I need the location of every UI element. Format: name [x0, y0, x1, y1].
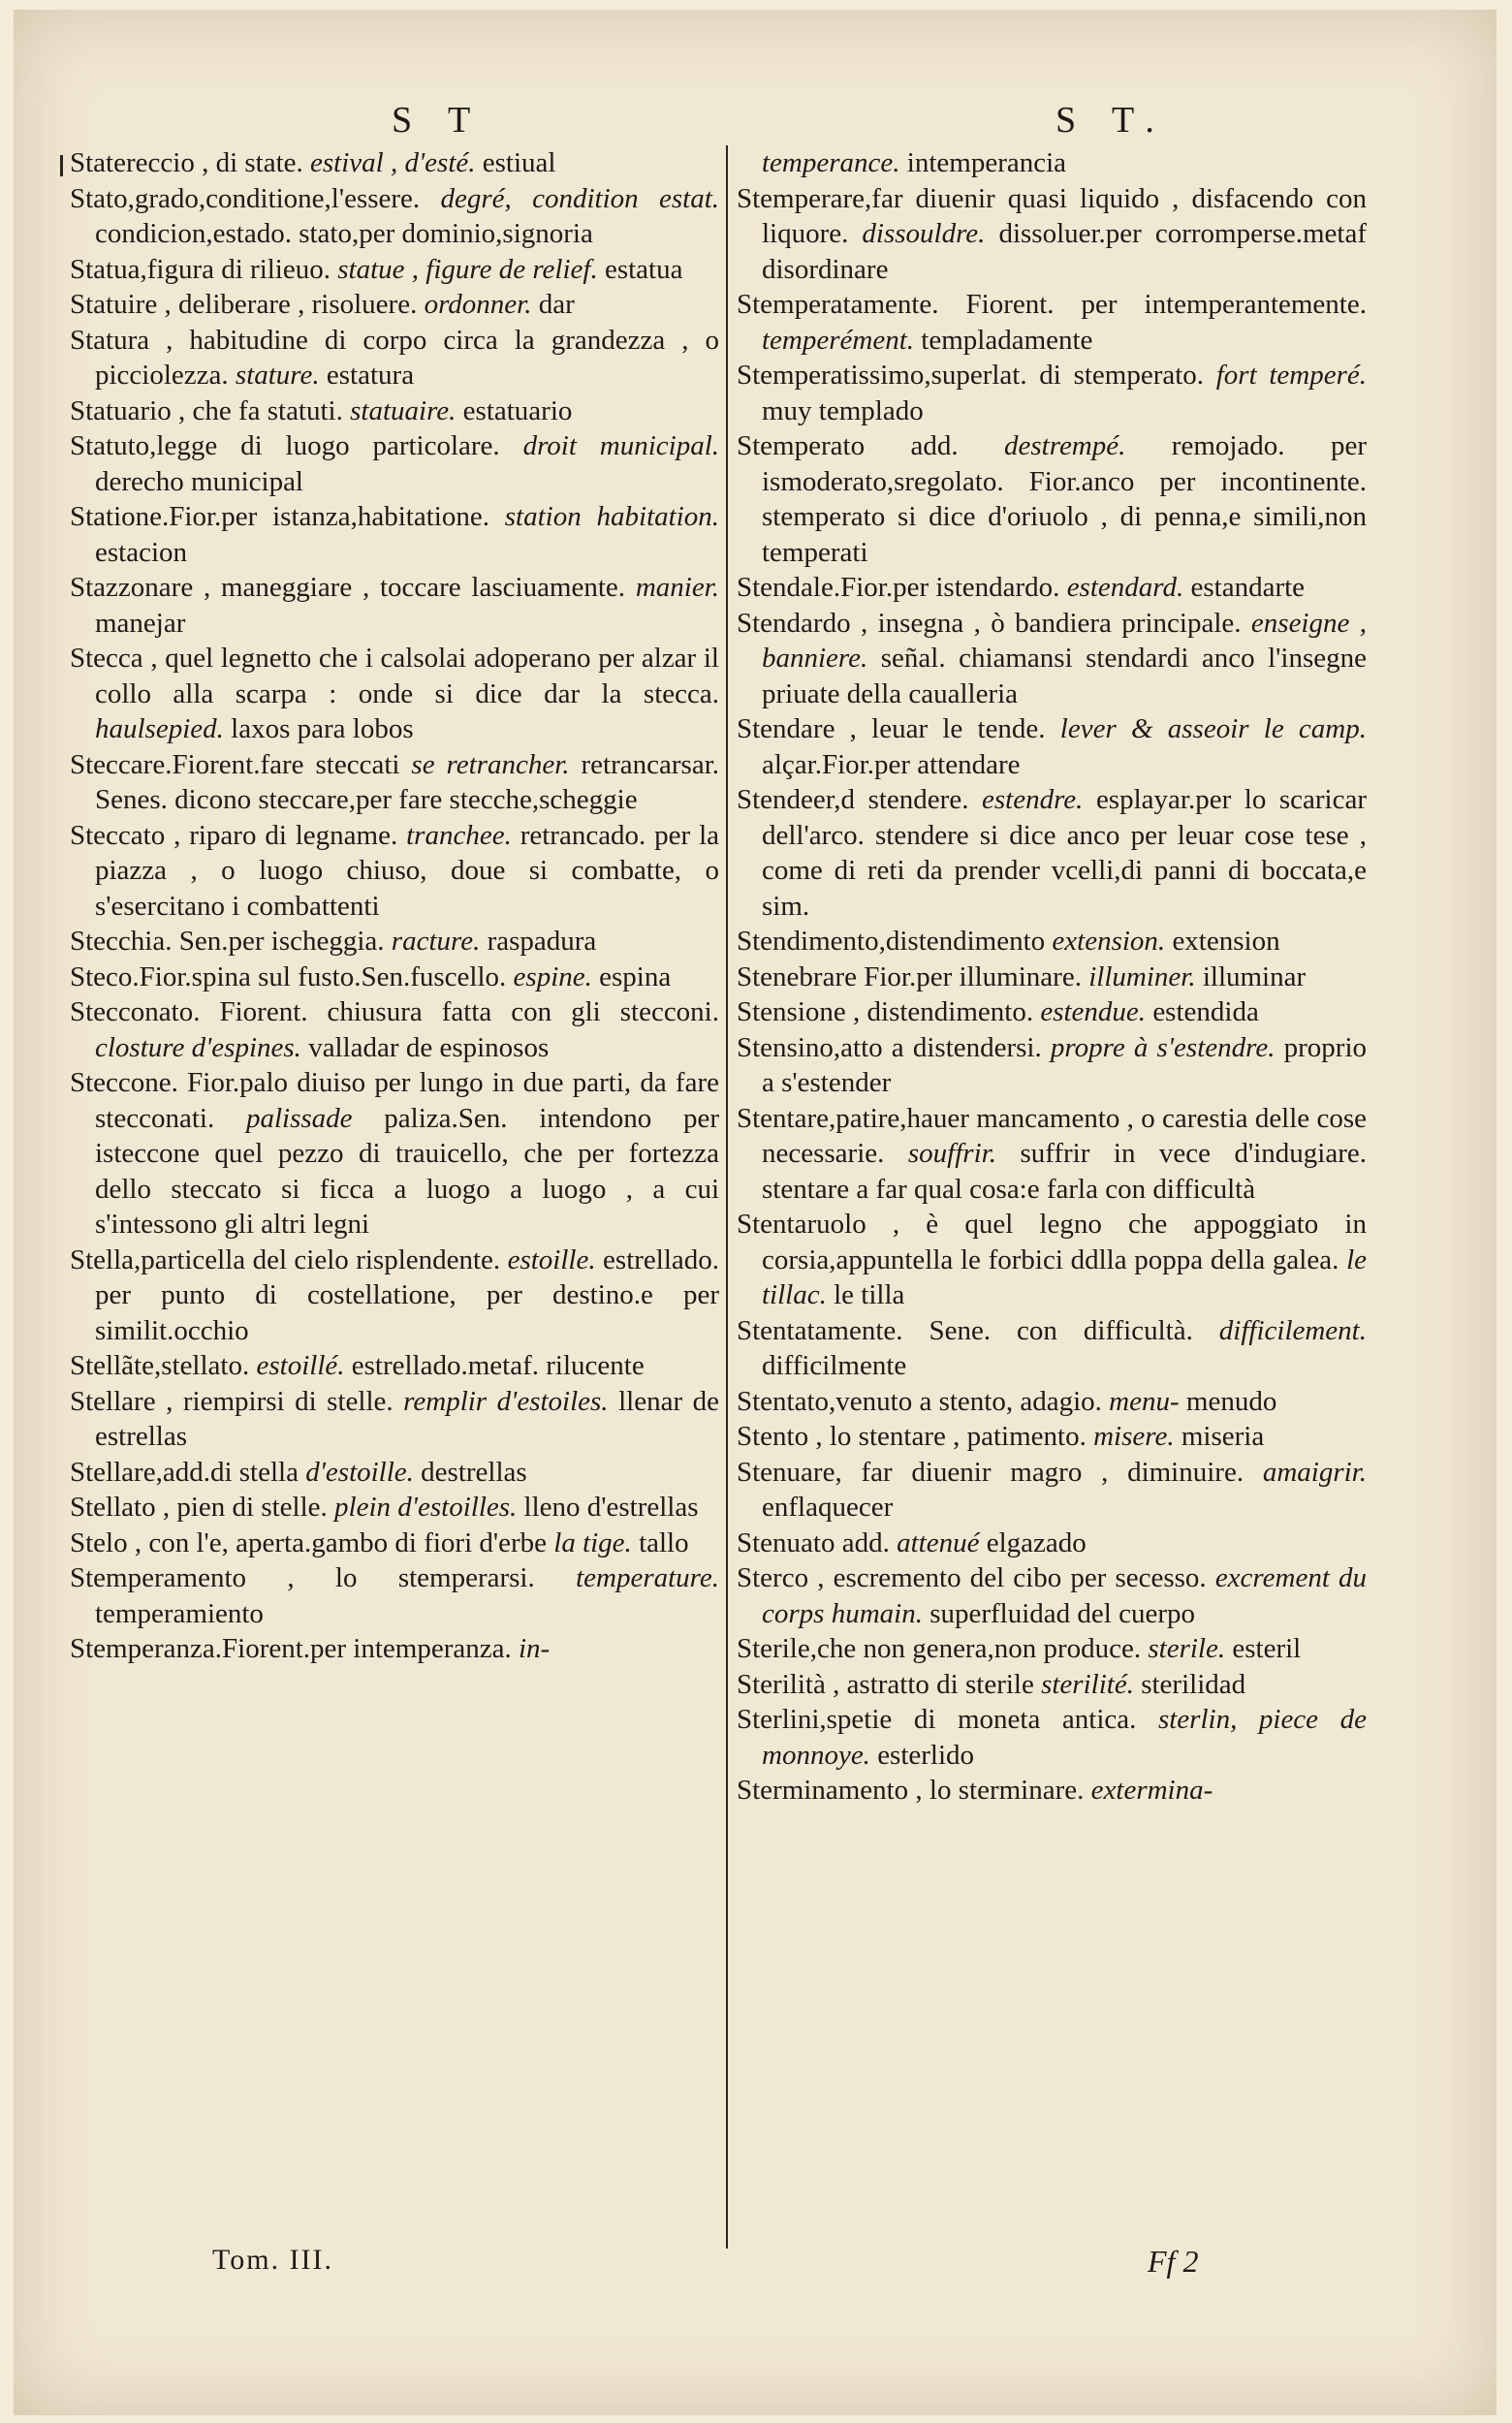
entry-headword: Stenuare, far diuenir magro , diminuire. [737, 1456, 1244, 1488]
entry-spanish: estrellado.metaf. rilucente [351, 1350, 645, 1381]
dictionary-entry [737, 181, 1367, 288]
entry-spanish: llenar de estrellas [95, 1385, 720, 1452]
entry-headword: Stemperato add. [737, 430, 959, 461]
entry-headword: Stentato,venuto a stento, adagio. [737, 1385, 1102, 1417]
entry-french: se retrancher. [411, 748, 570, 780]
entry-spanish: esplayar.per lo scaricar dell'arco. stendere si dice anco per leuar cose tese , come di reti da prender vcelli,di panni di boccata,e sim. [762, 784, 1367, 922]
entry-french: fort temperé. [1215, 360, 1367, 391]
dictionary-entry [737, 711, 1367, 782]
entry-spanish: sterilidad [1141, 1668, 1246, 1700]
entry-french: lever & asseoir le camp. [1059, 713, 1368, 744]
entry-spanish: manejar [95, 607, 186, 639]
entry-french: estoille. [507, 1243, 596, 1275]
dictionary-entry [737, 1560, 1367, 1631]
entry-spanish: tallo [639, 1526, 689, 1558]
entry-french: temperance. [762, 147, 900, 178]
entry-spanish: extension [1172, 926, 1280, 957]
entry-spanish: menudo [1185, 1385, 1277, 1417]
dictionary-entry [70, 145, 719, 181]
entry-spanish: enflaquecer [762, 1492, 894, 1523]
entry-french: extermina- [1090, 1775, 1213, 1806]
entry-headword: Stensione , distendimento. [737, 996, 1034, 1027]
dictionary-entry [70, 1490, 719, 1526]
dictionary-entry [737, 606, 1367, 712]
entry-french: droit municipal. [522, 430, 719, 461]
entry-french: tranchee. [406, 819, 512, 851]
dictionary-entry [737, 1207, 1367, 1313]
dictionary-entry [737, 1419, 1367, 1455]
dictionary-entry [70, 393, 719, 429]
entry-spanish: estiual [482, 147, 556, 178]
gathering-signature: Ff 2 [1148, 2244, 1199, 2279]
entry-spanish: illuminar [1202, 960, 1307, 992]
entry-headword: Sterile,che non genera,non produce. [737, 1633, 1142, 1664]
entry-headword: Stellare , riempirsi di stelle. [70, 1385, 394, 1417]
entry-spanish: lleno d'estrellas [523, 1492, 699, 1523]
dictionary-entry [737, 960, 1367, 995]
entry-spanish: valladar de espinosos [308, 1031, 550, 1063]
left-column [70, 145, 719, 1667]
entry-french: closture d'espines. [95, 1031, 301, 1063]
entry-spanish: estatua [604, 253, 683, 285]
dictionary-entry [737, 1773, 1367, 1809]
entry-spanish: condicion,estado. stato,per dominio,signoria [95, 218, 593, 249]
entry-headword: Steccato , riparo di legname. [70, 819, 398, 851]
entry-headword: Stella,particella del cielo risplendente. [70, 1243, 501, 1275]
entry-french: palissade [245, 1102, 353, 1134]
entry-french: estival , d'esté. [310, 147, 476, 178]
entry-headword: Stecca , quel legnetto che i calsolai adoperano per alzar il collo alla scarpa : onde si dice dar la stecca. [70, 643, 719, 709]
entry-spanish: estatura [326, 360, 415, 391]
left-running-head: S T [392, 100, 485, 141]
entry-headword: Stento , lo stentare , patimento. [737, 1421, 1087, 1452]
entry-headword: Steco.Fior.spina sul fusto.Sen.fuscello. [70, 960, 507, 992]
entry-headword: Sterminamento , lo sterminare. [737, 1775, 1085, 1806]
dictionary-entry [737, 994, 1367, 1030]
entry-french: temperément. [762, 324, 915, 356]
column-divider [726, 145, 728, 2249]
dictionary-entry [70, 1243, 719, 1349]
entry-headword: Stecconato. Fiorent. chiusura fatta con gli stecconi. [70, 996, 719, 1027]
dictionary-entry [737, 1030, 1367, 1101]
entry-spanish: destrellas [421, 1456, 527, 1488]
entry-french: excrement du corps humain. [762, 1562, 1367, 1629]
entry-spanish: elgazado [986, 1526, 1087, 1558]
dictionary-entry [70, 499, 719, 570]
entry-headword: Stenuato add. [737, 1526, 890, 1558]
right-column [737, 145, 1367, 1809]
entry-french: espine. [513, 960, 592, 992]
entry-french: le tillac. [762, 1243, 1367, 1310]
entry-headword: Statura , habitudine di corpo circa la grandezza , o picciolezza. [70, 324, 719, 391]
dictionary-entry [737, 1631, 1367, 1667]
entry-headword: Stelo , con l'e, aperta.gambo di fiori d'erbe [70, 1526, 548, 1558]
entry-spanish: miseria [1181, 1421, 1265, 1452]
entry-headword: Statuire , deliberare , risoluere. [70, 289, 418, 320]
entry-spanish: estacion [95, 536, 188, 568]
entry-french: plein d'estoilles. [334, 1492, 518, 1523]
entry-french: temperature. [576, 1562, 720, 1593]
volume-signature: Tom. III. [212, 2244, 334, 2276]
entry-headword: Sterlini,spetie di moneta antica. [737, 1704, 1137, 1735]
entry-headword: Stemperanza.Fiorent.per intemperanza. [70, 1633, 512, 1664]
entry-french: sterlin, piece de monnoye. [762, 1704, 1367, 1771]
dictionary-entry [737, 1455, 1367, 1526]
entry-spanish: estrellado. per punto di costellatione, per destino.e per similit.occhio [95, 1243, 720, 1346]
entry-spanish: dissoluer.per corromperse.metaf disordinare [762, 218, 1368, 285]
entry-french: statuaire. [350, 394, 457, 426]
entry-headword: Steccone. Fior.palo diuiso per lungo in due parti, da fare stecconati. [70, 1067, 719, 1134]
dictionary-entry [70, 323, 719, 393]
entry-headword: Stecchia. Sen.per ischeggia. [70, 926, 385, 957]
entry-french: extension. [1052, 926, 1166, 957]
entry-french: souffrir. [907, 1138, 996, 1169]
entry-headword: Stendimento,distendimento [737, 926, 1046, 957]
entry-french: illuminer. [1088, 960, 1196, 992]
margin-mark [60, 155, 63, 176]
entry-spanish: temperamiento [95, 1597, 264, 1629]
dictionary-entry [737, 1384, 1367, 1420]
entry-spanish: esteril [1232, 1633, 1302, 1664]
entry-french: estendre. [981, 784, 1084, 815]
entry-headword: Stemperare,far diuenir quasi liquido , disfacendo con liquore. [737, 182, 1367, 249]
entry-french: propre à s'estendre. [1050, 1031, 1276, 1063]
entry-french: difficilement. [1218, 1314, 1367, 1346]
entry-french: amaigrir. [1262, 1456, 1367, 1488]
entry-french: estendue. [1040, 996, 1147, 1027]
entry-spanish: dar [538, 289, 575, 320]
dictionary-entry [737, 358, 1367, 428]
entry-french: attenué [897, 1526, 980, 1558]
dictionary-entry [70, 1384, 719, 1455]
entry-spanish: retrancado. per la piazza , o luogo chiuso, doue si combatte, o s'esercitano i combattenti [95, 819, 720, 922]
entry-french: dissouldre. [862, 218, 986, 249]
entry-headword: Statua,figura di rilieuo. [70, 253, 331, 285]
entry-spanish: superfluidad del cuerpo [929, 1597, 1195, 1629]
entry-spanish: espina [599, 960, 672, 992]
entry-headword: Stentaruolo , è quel legno che appoggiato in corsia,appuntella le forbici ddlla poppa della galea. [737, 1209, 1367, 1275]
entry-spanish: estendida [1152, 996, 1259, 1027]
entry-french: sterilité. [1041, 1668, 1134, 1700]
entry-spanish: paliza.Sen. intendono per isteccone quel pezzo di trauicello, che per fortezza dello steccato si ficca a luogo a luogo , a cui s'intessono gli altri legni [95, 1102, 720, 1240]
entry-french: la tige. [553, 1526, 632, 1558]
entry-french: ordonner. [424, 289, 532, 320]
entry-spanish: estandarte [1190, 572, 1306, 603]
entry-french: haulsepied. [95, 713, 224, 744]
entry-spanish: laxos para lobos [231, 713, 414, 744]
entry-french: d'estoille. [305, 1456, 414, 1488]
dictionary-entry [70, 1631, 719, 1667]
dictionary-entry [70, 570, 719, 641]
entry-spanish: suffrir in vece d'indugiare. stentare a far qual cosa:e farla con difficultà [762, 1138, 1368, 1205]
entry-headword: Stendeer,d stendere. [737, 784, 969, 815]
entry-french: estoillé. [256, 1350, 345, 1381]
entry-french: remplir d'estoiles. [403, 1385, 609, 1417]
entry-french: in- [519, 1633, 551, 1664]
entry-headword: Stendare , leuar le tende. [737, 713, 1046, 744]
entry-headword: Stentatamente. Sene. con difficultà. [737, 1314, 1193, 1346]
entry-french: manier. [635, 572, 720, 603]
dictionary-entry [737, 287, 1367, 358]
entry-headword: Sterco , escremento del cibo per secesso. [737, 1562, 1207, 1593]
entry-headword: Stellare,add.di stella [70, 1456, 299, 1488]
dictionary-entry [70, 924, 719, 960]
dictionary-entry [70, 1526, 719, 1561]
dictionary-entry [737, 570, 1367, 606]
entry-headword: Steccare.Fiorent.fare steccati [70, 748, 400, 780]
entry-spanish: esterlido [877, 1739, 975, 1771]
dictionary-entry [737, 1526, 1367, 1561]
entry-spanish: estatuario [462, 394, 573, 426]
entry-spanish: señal. chiamansi stendardi anco l'insegne priuate della caualleria [762, 643, 1367, 709]
entry-spanish: derecho municipal [95, 465, 303, 497]
entry-headword: Stensino,atto a distendersi. [737, 1031, 1042, 1063]
entry-headword: Stellato , pien di stelle. [70, 1492, 328, 1523]
entry-spanish: raspadura [487, 926, 597, 957]
entry-french: estendard. [1066, 572, 1184, 603]
entry-french: misere. [1093, 1421, 1175, 1452]
entry-french: statue , figure de relief. [337, 253, 598, 285]
entry-headword: Stenebrare Fior.per illuminare. [737, 960, 1082, 992]
entry-headword: Statione.Fior.per istanza,habitatione. [70, 501, 489, 532]
book-page [14, 10, 1496, 2415]
entry-spanish: templadamente [921, 324, 1093, 356]
entry-spanish: muy templado [762, 394, 924, 426]
dictionary-entry [737, 924, 1367, 960]
entry-headword: Stemperatissimo,superlat. di stemperato. [737, 360, 1205, 391]
dictionary-entry [70, 1065, 719, 1243]
entry-headword: Stentare,patire,hauer mancamento , o carestia delle cose necessarie. [737, 1102, 1367, 1169]
entry-headword: Stendardo , insegna , ò bandiera principale. [737, 607, 1242, 639]
entry-headword: Stemperamento , lo stemperarsi. [70, 1562, 535, 1593]
dictionary-entry [70, 428, 719, 499]
entry-headword: Stellãte,stellato. [70, 1350, 250, 1381]
dictionary-entry [70, 1560, 719, 1631]
entry-french: racture. [391, 926, 481, 957]
dictionary-entry [70, 960, 719, 995]
dictionary-entry [737, 1313, 1367, 1384]
dictionary-entry [70, 287, 719, 323]
entry-spanish: intemperancia [906, 147, 1067, 178]
entry-french: stature. [235, 360, 320, 391]
right-running-head: S T. [1055, 100, 1168, 141]
entry-headword: Stendale.Fior.per istendardo. [737, 572, 1060, 603]
dictionary-entry [737, 1101, 1367, 1208]
entry-headword: Sterilità , astratto di sterile [737, 1668, 1034, 1700]
dictionary-entry [70, 1455, 719, 1491]
dictionary-entry [70, 641, 719, 747]
entry-headword: Statuario , che fa statuti. [70, 394, 343, 426]
entry-french: sterile. [1148, 1633, 1226, 1664]
dictionary-entry [70, 1348, 719, 1384]
dictionary-entry [737, 145, 1367, 181]
dictionary-entry [70, 252, 719, 288]
dictionary-entry [737, 1702, 1367, 1773]
entry-spanish: proprio a s'estender [762, 1031, 1368, 1098]
entry-french: enseigne , banniere. [762, 607, 1367, 674]
dictionary-entry [737, 782, 1367, 924]
dictionary-entry [70, 818, 719, 925]
dictionary-entry [70, 994, 719, 1065]
entry-french: degré, condition estat. [440, 182, 720, 214]
entry-headword: Statereccio , di state. [70, 147, 303, 178]
entry-spanish: alçar.Fior.per attendare [762, 748, 1021, 780]
entry-french: menu- [1109, 1385, 1180, 1417]
entry-headword: Stato,grado,conditione,l'essere. [70, 182, 421, 214]
entry-french: destrempé. [1004, 430, 1126, 461]
entry-headword: Stazzonare , maneggiare , toccare lasciuamente. [70, 572, 626, 603]
dictionary-entry [737, 428, 1367, 570]
entry-headword: Statuto,legge di luogo particolare. [70, 430, 500, 461]
dictionary-entry [70, 747, 719, 818]
entry-french: station habitation. [504, 501, 719, 532]
entry-spanish: difficilmente [762, 1350, 907, 1381]
dictionary-entry [70, 181, 719, 252]
entry-spanish: remojado. per ismoderato,sregolato. Fior.anco per incontinente. stemperato si dice d'oriuolo , di penna,e simili,non temperati [762, 430, 1367, 568]
dictionary-entry [737, 1667, 1367, 1703]
entry-spanish: retrancarsar. Senes. dicono steccare,per fare stecche,scheggie [95, 748, 719, 815]
entry-headword: Stemperatamente. Fiorent. per intemperantemente. [737, 289, 1367, 320]
entry-spanish: le tilla [834, 1279, 905, 1310]
